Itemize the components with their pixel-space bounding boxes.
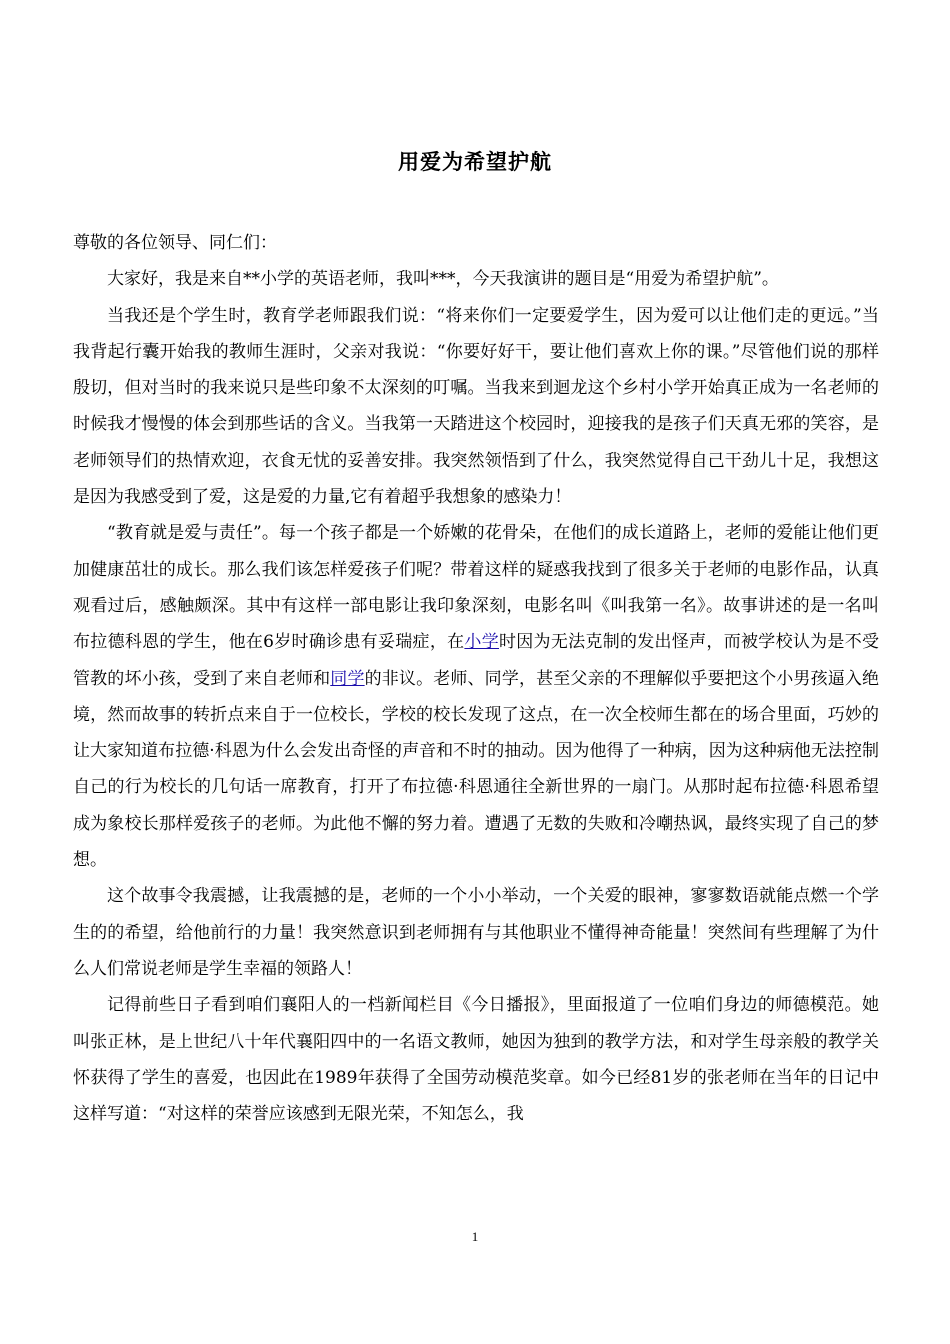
page-number: 1	[471, 1229, 479, 1244]
story-text-part1: “教育就是爱与责任”。每一个孩子都是一个娇嫩的花骨朵，在他们的成长道路上，老师的爱能让他们更加健康茁壮的成长。那么我们该怎样爱孩子们呢？带着这样的疑惑我找到了很多关于老师的电影作品，认真观看过后，感触颇深。其中有这样一部电影让我印象深刻，电影名叫《叫我第一名》。故事讲述的是一名叫布拉德科恩的学生，他在6岁时确诊患有妥瑞症，在	[73, 523, 879, 653]
salutation: 尊敬的各位领导、同仁们：	[73, 233, 277, 253]
link-classmates[interactable]: 同学	[330, 668, 365, 689]
document-body	[73, 225, 879, 1132]
story-text-part3: 的非议。老师、同学，甚至父亲的不理解似乎要把这个小男孩逼入绝境，然而故事的转折点来自于一位校长，学校的校长发现了这点，在一次全校师生都在的场合里面，巧妙的让大家知道布拉德·科恩为什么会发出奇怪的声音和不时的抽动。因为他得了一种病，因为这种病他无法控制自己的行为校长的几句话一席教育，打开了布拉德·科恩通往全新世界的一扇门。从那时起布拉德·科恩希望成为象校长那样爱孩子的老师。为此他不懈的努力着。遭遇了无数的失败和冷嘲热讽，最终实现了自己的梦想。	[73, 668, 880, 871]
paragraph-greeting: 大家好，我是来自**小学的英语老师，我叫***，今天我演讲的题目是“用爱为希望护航”。	[107, 269, 779, 290]
link-primary-school[interactable]: 小学	[464, 632, 499, 653]
paragraph-teacher-advice: 当我还是个学生时，教育学老师跟我们说：“将来你们一定要爱学生，因为爱可以让他们走的更远。”当我背起行囊开始我的教师生涯时，父亲对我说：“你要好好干，要让他们喜欢上你的课。”尽管他们说的那样殷切，但对当时的我来说只是些印象不太深刻的叮嘱。当我来到迴龙这个乡村小学开始真正成为一名老师的时候我才慢慢的体会到那些话的含义。当我第一天踏进这个校园时，迎接我的是孩子们天真无邪的笑容，是老师领导们的热情欢迎，衣食无忧的妥善安排。我突然领悟到了什么，我突然觉得自己干劲儿十足，我想这是因为我感受到了爱，这是爱的力量,它有着超乎我想象的感染力！	[73, 305, 879, 508]
paragraph-movie-story	[73, 515, 879, 878]
document-title: 用爱为希望护航	[398, 149, 552, 174]
paragraph-role-model: 记得前些日子看到咱们襄阳人的一档新闻栏目《今日播报》，里面报道了一位咱们身边的师德模范。她叫张正林，是上世纪八十年代襄阳四中的一名语文教师，她因为独到的教学方法，和对学生母亲般的教学关怀获得了学生的喜爱，也因此在1989年获得了全国劳动模范奖章。如今已经81岁的张老师在当年的日记中这样写道：“对这样的荣誉应该感到无限光荣，不知怎么，我	[73, 995, 879, 1125]
paragraph-reflection: 这个故事令我震撼，让我震撼的是，老师的一个小小举动，一个关爱的眼神，寥寥数语就能点燃一个学生的的希望，给他前行的力量！我突然意识到老师拥有与其他职业不懂得神奇能量！突然间有些理解了为什么人们常说老师是学生幸福的领路人！	[73, 886, 879, 979]
story-text-part2: 时因为无法克制的发出怪声，而被学校认为是不受管教的坏小孩，受到了来自老师和	[73, 632, 879, 689]
